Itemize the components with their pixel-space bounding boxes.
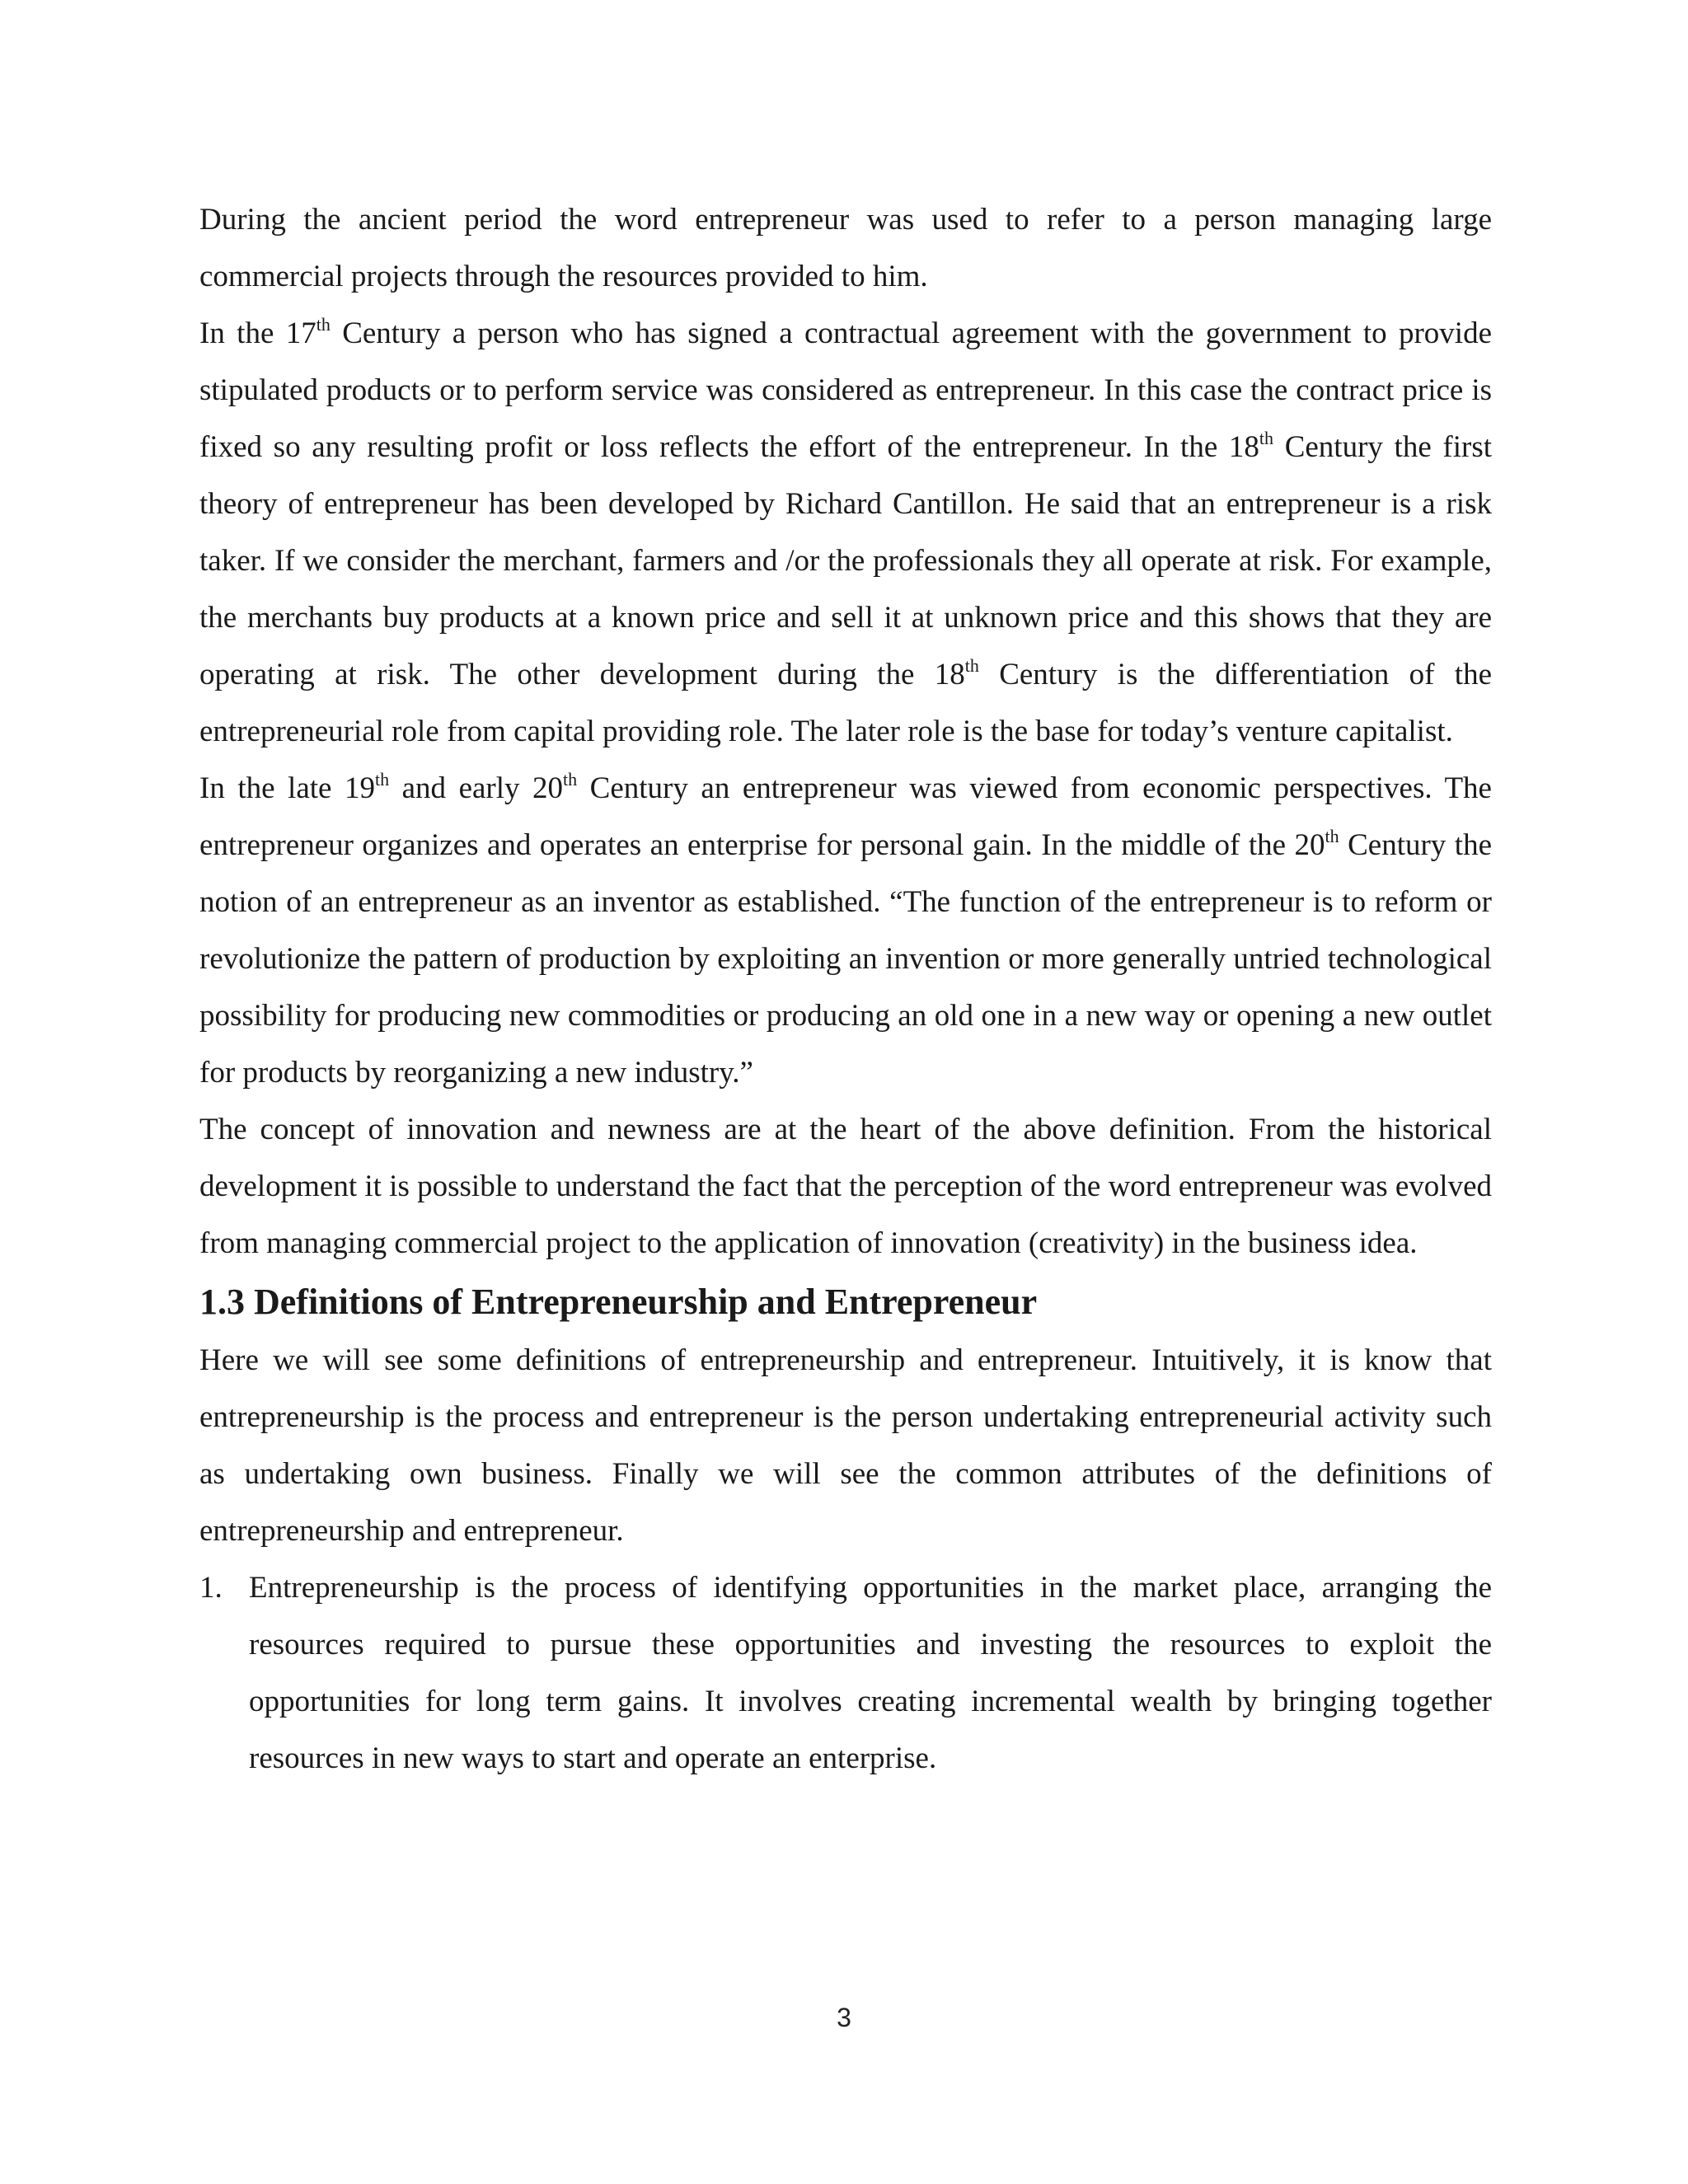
text-run: Century an entrepreneur was viewed from economic perspectives. The entrepreneur organizes and operates an enterprise for personal gain. In the middle of the 20 xyxy=(199,771,1492,862)
text-run: and early 20 xyxy=(389,771,564,805)
list-item-text: Entrepreneurship is the process of identifying opportunities in the market place, arranging the resources required to pursue these opportunities and investing the resources to exploit the opportunities for long term gains. It involves creating incremental wealth by bringing together resources in new ways to start and operate an enterprise. xyxy=(249,1571,1492,1775)
paragraph-19th-20th-century xyxy=(199,760,1492,1101)
page-number: 3 xyxy=(837,2003,851,2032)
paragraph-definitions-intro: Here we will see some definitions of entrepreneurship and entrepreneur. Intuitively, it is know that entrepreneurship is the process and entrepreneur is the person undertaking entrepreneurial activity such as undertaking own business. Finally we will see the common attributes of the definitions of entrepreneurship and entrepreneur. xyxy=(199,1343,1492,1548)
text-run: Century the first theory of entrepreneur has been developed by Richard Cantillon. He said that an entrepreneur is a risk taker. If we consider the merchant, farmers and /or the professionals they all operate at risk. For example, the merchants buy products at a known price and sell it at unknown price and this shows that they are operating at risk. The other development during the 18 xyxy=(199,430,1492,691)
text-run: Century the notion of an entrepreneur as an inventor as established. “The function of the entrepreneur is to reform or revolutionize the pattern of production by exploiting an invention or more generally untried technological possibility for producing new commodities or producing an old one in a new way or opening a new outlet for products by reorganizing a new industry.” xyxy=(199,828,1492,1090)
list-item xyxy=(199,1559,1492,1787)
superscript: th xyxy=(1259,428,1274,448)
list-item-number: 1. xyxy=(199,1571,223,1605)
section-heading: 1.3 Definitions of Entrepreneurship and Entrepreneur xyxy=(199,1282,1038,1322)
superscript: th xyxy=(964,655,979,676)
paragraph-innovation-concept: The concept of innovation and newness are at the heart of the above definition. From the historical development it is possible to understand the fact that the perception of the word entrepreneur was evolved from managing commercial project to the application of innovation (creativity) in the business idea. xyxy=(199,1113,1492,1260)
definitions-list xyxy=(199,1559,1492,1787)
text-run: In the 17 xyxy=(199,316,316,350)
paragraph-ancient-period: During the ancient period the word entrepreneur was used to refer to a person managing large commercial projects through the resources provided to him. xyxy=(199,203,1492,293)
paragraph-17th-18th-century xyxy=(199,305,1492,760)
superscript: th xyxy=(563,769,578,790)
superscript: th xyxy=(1325,826,1339,846)
page-content xyxy=(199,191,1492,1787)
text-run: Century is the differentiation of the entrepreneurial role from capital providing role. The later role is the base for today’s venture capitalist. xyxy=(199,658,1492,748)
text-run: In the late 19 xyxy=(199,771,375,805)
text-run: Century a person who has signed a contractual agreement with the government to provide stipulated products or to perform service was considered as entrepreneur. In this case the contract price is fixed so any resulting profit or loss reflects the effort of the entrepreneur. In the 18 xyxy=(199,316,1493,464)
superscript: th xyxy=(374,769,390,790)
superscript: th xyxy=(316,314,331,335)
